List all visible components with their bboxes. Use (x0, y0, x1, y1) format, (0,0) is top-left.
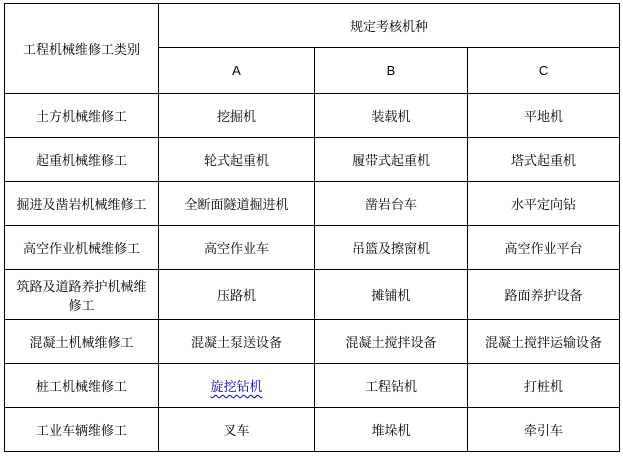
table-row (5, 182, 620, 226)
machine-cell: 全断面隧道掘进机 (159, 182, 315, 226)
table-row (5, 138, 620, 182)
table-row (5, 270, 620, 320)
table-row (5, 408, 620, 452)
column-header-c: C (468, 48, 620, 94)
machine-cell: 压路机 (159, 270, 315, 320)
column-header-b: B (315, 48, 468, 94)
machine-cell: 履带式起重机 (315, 138, 468, 182)
machine-cell: 高空作业车 (159, 226, 315, 270)
table-row (5, 320, 620, 364)
machine-cell (159, 364, 315, 408)
machine-cell: 挖掘机 (159, 94, 315, 138)
machine-cell: 平地机 (468, 94, 620, 138)
table-row (5, 94, 620, 138)
machine-cell: 牵引车 (468, 408, 620, 452)
column-header-category: 工程机械维修工类别 (5, 4, 159, 94)
machine-cell: 摊铺机 (315, 270, 468, 320)
machine-cell: 工程钻机 (315, 364, 468, 408)
machine-cell: 叉车 (159, 408, 315, 452)
category-cell: 桩工机械维修工 (5, 364, 159, 408)
machine-cell: 凿岩台车 (315, 182, 468, 226)
category-cell: 高空作业机械维修工 (5, 226, 159, 270)
category-cell: 工业车辆维修工 (5, 408, 159, 452)
column-header-exam-group: 规定考核机种 (159, 4, 620, 48)
column-header-a: A (159, 48, 315, 94)
machine-link[interactable]: 旋挖钻机 (210, 379, 263, 394)
machine-cell: 吊篮及擦窗机 (315, 226, 468, 270)
machine-cell: 打桩机 (468, 364, 620, 408)
category-cell: 筑路及道路养护机械维修工 (5, 270, 159, 320)
table-row (5, 226, 620, 270)
machine-cell: 装载机 (315, 94, 468, 138)
machine-cell: 混凝土搅拌设备 (315, 320, 468, 364)
category-cell: 起重机械维修工 (5, 138, 159, 182)
machine-cell: 轮式起重机 (159, 138, 315, 182)
machine-cell: 塔式起重机 (468, 138, 620, 182)
machine-cell: 水平定向钻 (468, 182, 620, 226)
machinery-repair-exam-table (4, 3, 620, 452)
header-row-group (5, 4, 620, 48)
machine-cell: 高空作业平台 (468, 226, 620, 270)
category-cell: 掘进及凿岩机械维修工 (5, 182, 159, 226)
category-cell: 混凝土机械维修工 (5, 320, 159, 364)
machine-cell: 堆垛机 (315, 408, 468, 452)
category-cell: 土方机械维修工 (5, 94, 159, 138)
machine-cell: 路面养护设备 (468, 270, 620, 320)
machine-cell: 混凝土搅拌运输设备 (468, 320, 620, 364)
machine-cell: 混凝土泵送设备 (159, 320, 315, 364)
table-row (5, 364, 620, 408)
